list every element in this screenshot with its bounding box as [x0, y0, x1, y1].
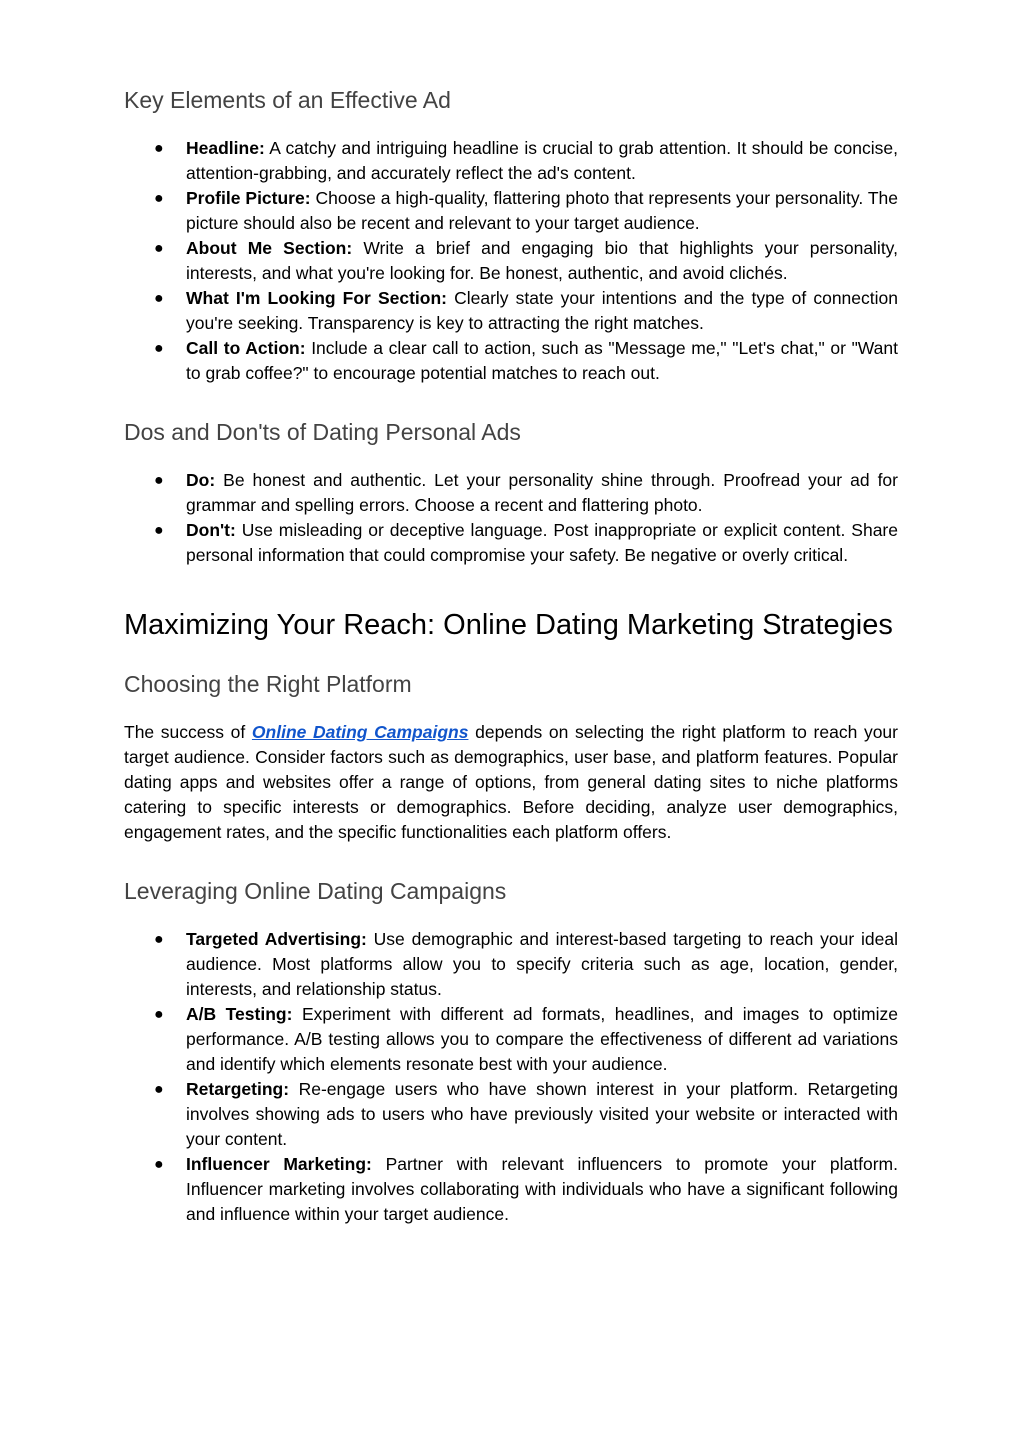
section-heading-maximizing: Maximizing Your Reach: Online Dating Marketing Strategies — [124, 609, 893, 641]
list-item-text: Use demographic and interest-based targeting to reach your ideal audience. Most platforms allow you to specify criteria such as age, location, gender, interests, and relationship status. — [186, 929, 898, 999]
section-heading-choosing: Choosing the Right Platform — [124, 671, 412, 697]
list-item-text: Clearly state your intentions and the type of connection you're seeking. Transparency is key to attracting the right matches. — [186, 288, 898, 333]
bullet-icon: ● — [154, 340, 164, 357]
paragraph-text-before: The success of — [124, 722, 252, 742]
list-item-text: A catchy and intriguing headline is crucial to grab attention. It should be concise, attention-grabbing, and accurately reflect the ad's content. — [186, 138, 898, 183]
list-item-term: Profile Picture: — [186, 188, 311, 208]
list-item-text: Choose a high-quality, flattering photo that represents your personality. The picture should also be recent and relevant to your target audience. — [186, 188, 898, 233]
bullet-icon: ● — [154, 240, 164, 257]
list-item-term: Targeted Advertising: — [186, 929, 367, 949]
list-item-text: Be honest and authentic. Let your personality shine through. Proofread your ad for grammar and spelling errors. Choose a recent and flattering photo. — [186, 470, 898, 515]
bullet-icon: ● — [154, 1081, 164, 1098]
choosing-paragraph — [124, 720, 898, 845]
bullet-icon: ● — [154, 1006, 164, 1023]
list-item-term: About Me Section: — [186, 238, 353, 258]
list-item-term: Don't: — [186, 520, 236, 540]
list-item — [124, 927, 898, 1002]
list-item — [124, 186, 898, 236]
list-item-term: Influencer Marketing: — [186, 1154, 372, 1174]
bullet-icon: ● — [154, 522, 164, 539]
list-item — [124, 468, 898, 518]
dos-donts-list — [124, 468, 898, 568]
list-item-term: Do: — [186, 470, 216, 490]
leveraging-list — [124, 927, 898, 1227]
section-heading-key-elements: Key Elements of an Effective Ad — [124, 87, 451, 113]
bullet-icon: ● — [154, 1156, 164, 1173]
bullet-icon: ● — [154, 472, 164, 489]
list-item-text: Re-engage users who have shown interest in your platform. Retargeting involves showing ads to users who have previously visited your website or interacted with your content. — [186, 1079, 898, 1149]
list-item-text: Partner with relevant influencers to promote your platform. Influencer marketing involves collaborating with individuals who have a significant following and influence within your target audience. — [186, 1154, 898, 1224]
list-item — [124, 1152, 898, 1227]
bullet-icon: ● — [154, 140, 164, 157]
paragraph-text-after: depends on selecting the right platform to reach your target audience. Consider factors such as demographics, user base, and platform features. Popular dating apps and websites offer a range of options, from general dating sites to niche platforms catering to specific interests or demographics. Before deciding, analyze user demographics, engagement rates, and the specific functionalities each platform offers. — [124, 722, 898, 842]
list-item-text: Write a brief and engaging bio that highlights your personality, interests, and what you're looking for. Be honest, authentic, and avoid clichés. — [186, 238, 898, 283]
document-page — [124, 84, 898, 1227]
bullet-icon: ● — [154, 190, 164, 207]
list-item-term: A/B Testing: — [186, 1004, 293, 1024]
section-heading-leveraging: Leveraging Online Dating Campaigns — [124, 878, 507, 904]
list-item-text: Experiment with different ad formats, headlines, and images to optimize performance. A/B testing allows you to compare the effectiveness of different ad variations and identify which elements resonate best with your audience. — [186, 1004, 898, 1074]
list-item-term: Call to Action: — [186, 338, 306, 358]
bullet-icon: ● — [154, 290, 164, 307]
section-heading-dos-donts: Dos and Don'ts of Dating Personal Ads — [124, 419, 521, 445]
list-item-term: Headline: — [186, 138, 265, 158]
list-item-text: Include a clear call to action, such as "Message me," "Let's chat," or "Want to grab coffee?" to encourage potential matches to reach out. — [186, 338, 898, 383]
online-dating-campaigns-link[interactable]: Online Dating Campaigns — [251, 722, 469, 742]
list-item — [124, 1002, 898, 1077]
list-item-term: Retargeting: — [186, 1079, 290, 1099]
list-item — [124, 236, 898, 286]
list-item — [124, 518, 898, 568]
list-item — [124, 136, 898, 186]
bullet-icon: ● — [154, 931, 164, 948]
key-elements-list — [124, 136, 898, 386]
list-item-term: What I'm Looking For Section: — [186, 288, 447, 308]
list-item — [124, 1077, 898, 1152]
list-item-text: Use misleading or deceptive language. Post inappropriate or explicit content. Share personal information that could compromise your safety. Be negative or overly critical. — [186, 520, 898, 565]
list-item — [124, 286, 898, 336]
list-item — [124, 336, 898, 386]
